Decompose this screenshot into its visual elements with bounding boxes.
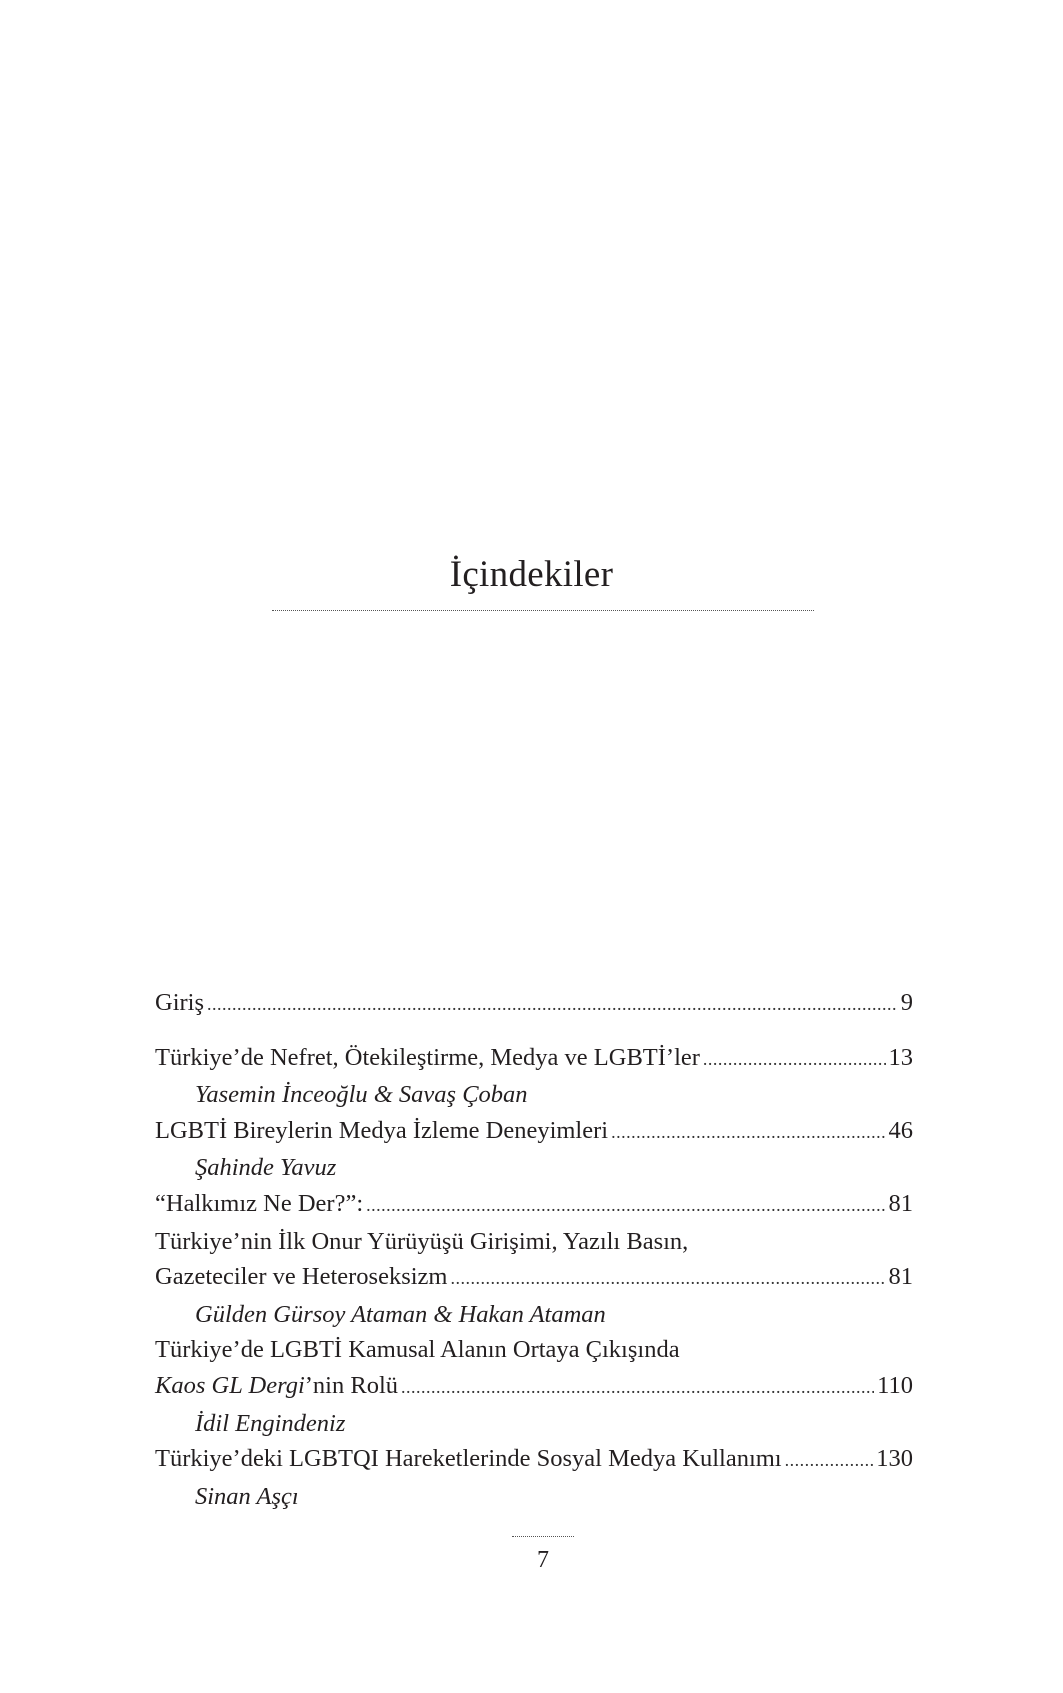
dot-leader [366,1188,885,1224]
toc-entry-ch3-line1[interactable] [155,1186,913,1224]
toc-entry-ch2[interactable] [155,1113,913,1151]
dot-leader [703,1042,886,1078]
dot-leader [207,987,898,1023]
publication-title: Kaos GL Dergi [155,1371,305,1399]
toc-entry-title-continued: Türkiye’nin İlk Onur Yürüyüşü Girişimi, Yazılı Basın, [155,1227,689,1255]
toc-page-number: 81 [888,1189,913,1217]
toc-entry-title-suffix: ’nin Rolü [304,1371,399,1399]
table-of-contents [155,985,913,1514]
toc-entry-ch4[interactable] [155,1368,913,1406]
toc-entry-title: Türkiye’de Nefret, Ötekileştirme, Medya ve LGBTİ’ler [155,1043,700,1071]
footer-divider [512,1536,574,1537]
toc-entry-ch1[interactable] [155,1040,913,1078]
dot-leader [450,1261,885,1297]
toc-entry-title: “Halkımız Ne Der?”: [155,1189,364,1217]
toc-entry-title: Giriş [155,989,204,1016]
toc-author: Şahinde Yavuz [195,1154,337,1182]
toc-entry-intro[interactable] [155,985,913,1023]
toc-entry-ch3[interactable] [155,1259,913,1297]
toc-page-number: 130 [876,1445,913,1473]
toc-page-number: 13 [888,1043,913,1071]
toc-page-number: 110 [877,1371,913,1399]
toc-entry-title: LGBTİ Bireylerin Medya İzleme Deneyimleri [155,1116,609,1144]
toc-page-number: 81 [888,1263,913,1291]
toc-entry-title-line1: Türkiye’de LGBTİ Kamusal Alanın Ortaya Çıkışında [155,1336,680,1364]
toc-entry-ch5[interactable] [155,1441,913,1479]
toc-author: İdil Engindeniz [195,1409,346,1437]
page-title: İçindekiler [449,554,614,595]
dot-leader [611,1115,885,1151]
page-number: 7 [537,1547,549,1573]
toc-entry-title: Gazeteciler ve Heteroseksizm [155,1263,448,1291]
toc-page-number: 9 [900,989,913,1016]
title-divider [272,610,814,611]
toc-entry-title: Türkiye’deki LGBTQI Hareketlerinde Sosyal Medya Kullanımı [155,1445,782,1473]
toc-author: Yasemin İnceoğlu & Savaş Çoban [195,1081,528,1109]
dot-leader [785,1443,874,1479]
toc-author: Gülden Gürsoy Ataman & Hakan Ataman [195,1300,606,1328]
toc-page-number: 46 [888,1116,913,1144]
toc-author: Sinan Aşçı [195,1482,299,1510]
toc-entry-title [155,1368,398,1404]
dot-leader [401,1370,874,1406]
